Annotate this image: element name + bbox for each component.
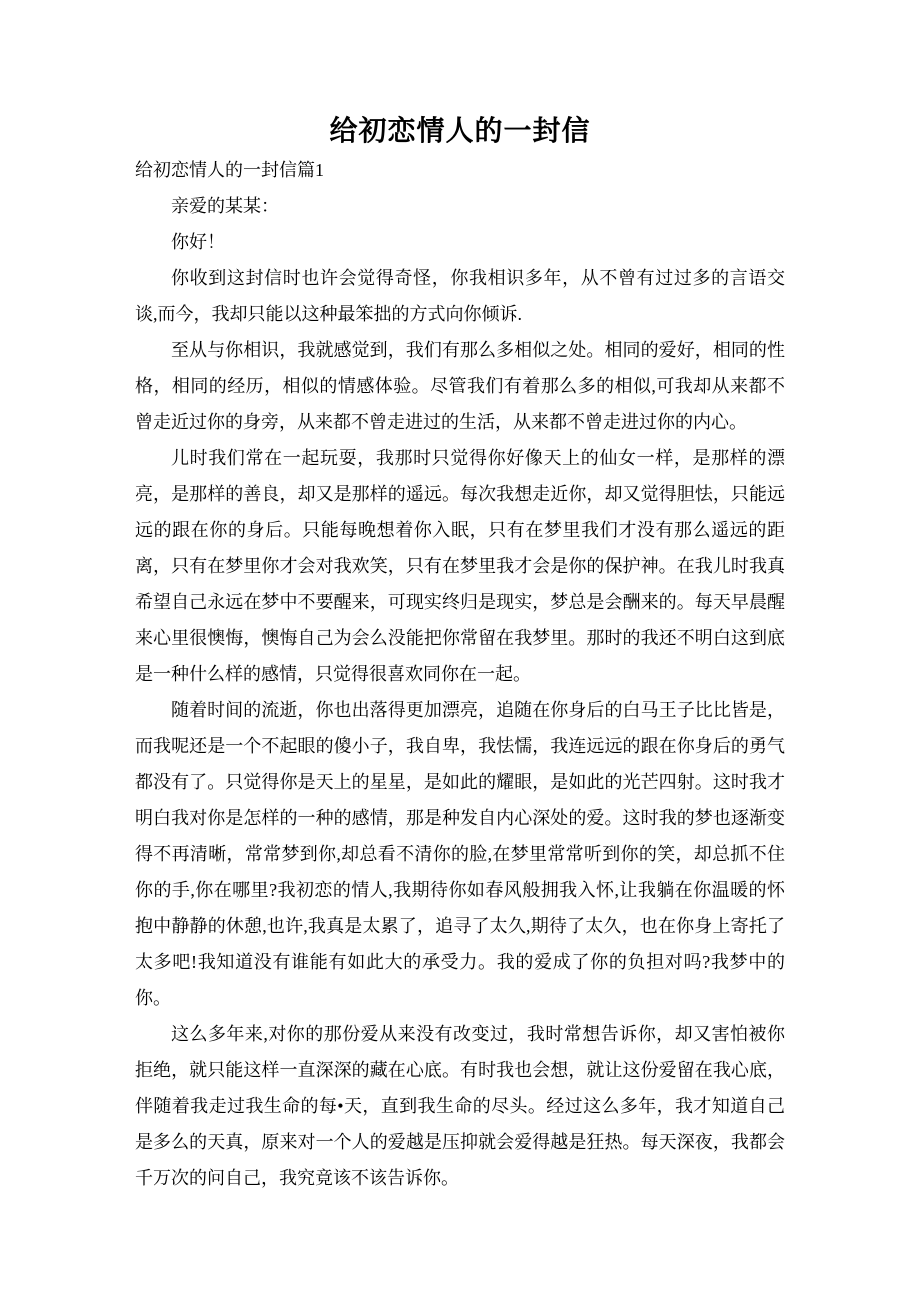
body-paragraph: 至从与你相识，我就感觉到，我们有那么多相似之处。相同的爱好，相同的性格，相同的经历，相似的情感体验。尽管我们有着那么多的相似,可我却从来都不曾走近过你的身旁，从来都不曾走进过的生活，从来都不曾走进过你的内心。	[135, 340, 785, 432]
body-paragraph: 这么多年来,对你的那份爱从来没有改变过，我时常想告诉你，却又害怕被你拒绝，就只能这样一直深深的藏在心底。有时我也会想，就让这份爱留在我心底，伴随着我走过我生命的每•天，直到我生命的尽头。经过这么多年，我才知道自己是多么的天真，原来对一个人的爱越是压抑就会爱得越是狂热。每天深夜，我都会千万次的问自己，我究竟该不该告诉你。	[135, 1024, 785, 1188]
body-paragraph: 儿时我们常在一起玩耍，我那时只觉得你好像天上的仙女一样，是那样的漂亮，是那样的善良，却又是那样的遥远。每次我想走近你，却又觉得胆怯，只能远远的跟在你的身后。只能每晚想着你入眠，只有在梦里我们才没有那么遥远的距离，只有在梦里你才会对我欢笑，只有在梦里我才会是你的保护神。在我儿时我真希望自己永远在梦中不要醒来，可现实终归是现实，梦总是会酬来的。每天早晨醒来心里很懊悔，懊悔自己为会么没能把你常留在我梦里。那时的我还不明白这到底是一种什么样的感情，只觉得很喜欢同你在一起。	[135, 448, 785, 684]
salutation-paragraph: 亲爱的某某：	[171, 196, 279, 216]
document-subtitle: 给初恋情人的一封信篇1	[135, 160, 324, 180]
body-paragraph: 随着时间的流逝，你也出落得更加漂亮，追随在你身后的白马王子比比皆是，而我呢还是一个不起眼的傻小子，我自卑，我怯懦，我连远远的跟在你身后的勇气都没有了。只觉得你是天上的星星，是如此的耀眼，是如此的光芒四射。这时我才明白我对你是怎样的一种的感情，那是种发自内心深处的爱。这时我的梦也逐渐变得不再清晰，常常梦到你,却总看不清你的脸,在梦里常常听到你的笑，却总抓不住你的手,你在哪里?我初恋的情人,我期待你如春风般拥我入怀,让我躺在你温暖的怀抱中静静的休憩,也许,我真是太累了，追寻了太久,期待了太久，也在你身上寄托了太多吧!我知道没有谁能有如此大的承受力。我的爱成了你的负担对吗?我梦中的你。	[135, 700, 785, 1008]
document-title: 给初恋情人的一封信	[329, 115, 591, 146]
body-paragraph: 你收到这封信时也许会觉得奇怪，你我相识多年，从不曾有过过多的言语交谈,而今，我却只能以这种最笨拙的方式向你倾诉.	[135, 268, 785, 324]
greeting-paragraph: 你好！	[171, 232, 225, 252]
